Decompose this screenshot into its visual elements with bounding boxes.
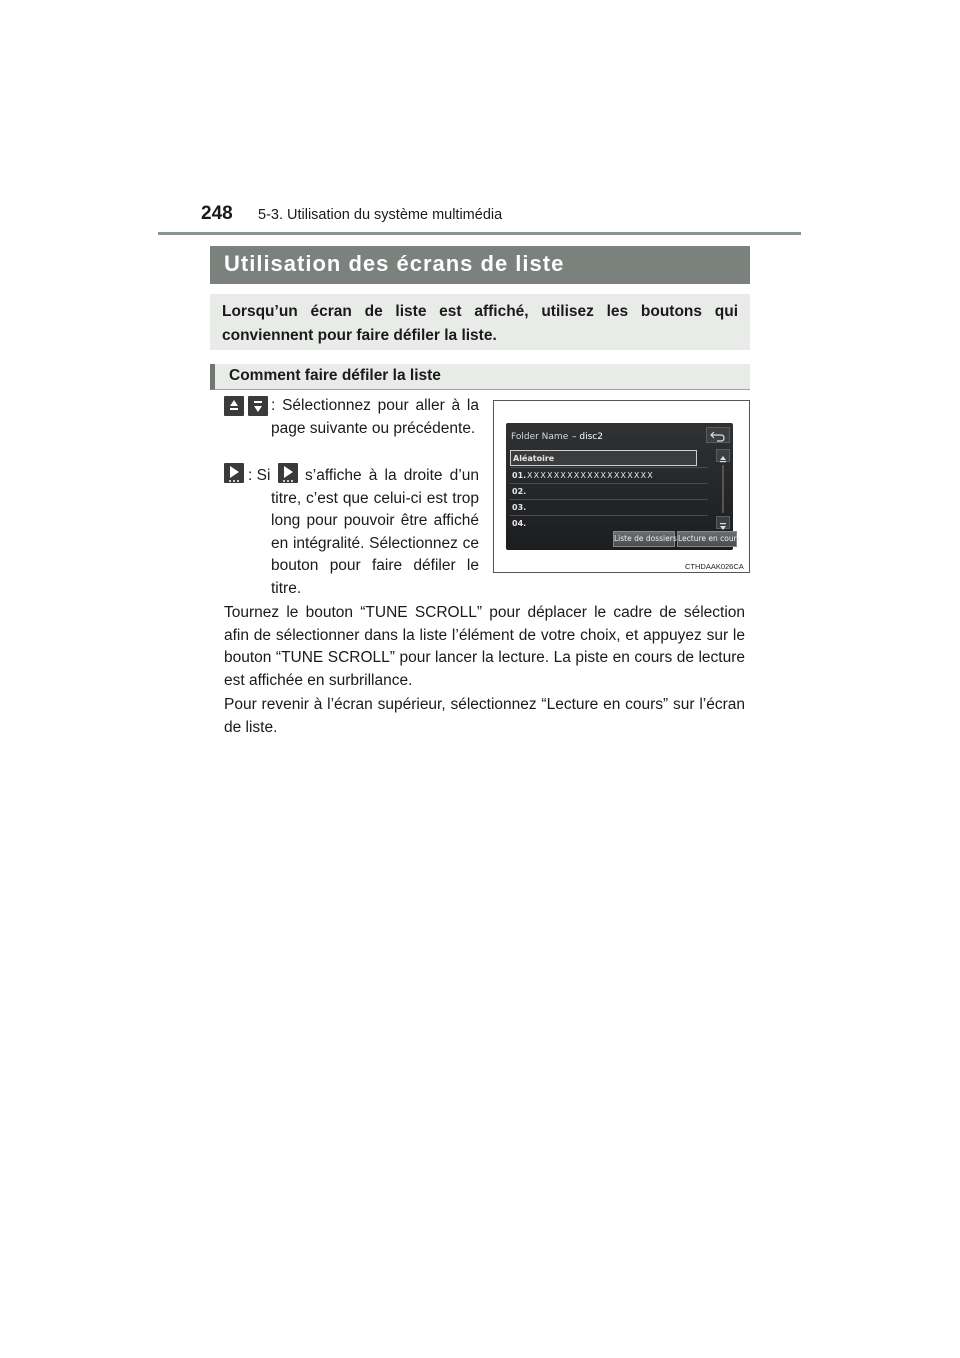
intro-box: Lorsqu’un écran de liste est affiché, utilisez les boutons qui conviennent pour faire défiler la liste. [210,294,750,350]
disc-name-label: – disc2 [572,432,603,442]
item-scroll-text-before: : Si [248,467,271,484]
row-label: 03. [512,503,527,512]
section-title: Utilisation des écrans de liste [210,246,750,284]
row-value: XXXXXXXXXXXXXXXXXXX [527,471,654,480]
list-row-4[interactable] [510,515,708,531]
list-row-1[interactable] [510,467,708,483]
page-down-button[interactable] [716,516,730,529]
row-label: Aléatoire [513,454,555,463]
page-up-icon [717,454,729,465]
row-label: 01. [512,471,527,480]
chapter-title: 5-3. Utilisation du système multimédia [258,207,503,223]
header-rule [158,232,801,235]
now-playing-button[interactable]: Lecture en cours [677,531,737,547]
item-scroll-text [271,465,479,600]
list-row-2[interactable] [510,483,708,499]
item-page-text: : Sélectionnez pour aller à la page suivante ou précédente. [271,397,479,437]
figure-caption: CTHDAAK026CA [685,562,744,571]
folder-list-button[interactable]: Liste de dossiers [613,531,675,547]
subheading: Comment faire défiler la liste [210,364,750,390]
list-row-3[interactable] [510,499,708,515]
screen-illustration [493,400,750,573]
title-scroll-icon [224,463,244,483]
list-screen [506,423,741,550]
folder-name-label: Folder Name [511,432,569,442]
item-scroll-text-after: s’affiche à la droite d’un titre, c’est que celui-ci est trop long pour pouvoir être affiché en intégralité. Sélectionnez ce bouton pour faire défiler le titre. [271,467,479,597]
row-label: 04. [512,519,527,528]
back-arrow-icon [707,429,729,443]
paragraph-tune-scroll: Tournez le bouton “TUNE SCROLL” pour déplacer le cadre de sélection afin de sélectionner dans la liste l’élément de votre choix, et appuyez sur le bouton “TUNE SCROLL” pour lancer la lecture. La piste en cours de lecture est affichée en surbrillance. [224,604,745,689]
page-down-icon [248,396,268,416]
page-up-icon [224,396,244,416]
list-row-random[interactable] [510,450,697,466]
back-button[interactable] [706,427,730,443]
page-up-button[interactable] [716,449,730,462]
page-number: 248 [201,203,233,224]
paragraph-return: Pour revenir à l’écran supérieur, sélectionnez “Lecture en cours” sur l’écran de liste. [224,696,745,736]
row-label: 02. [512,487,527,496]
scrollbar-track[interactable] [722,465,724,513]
